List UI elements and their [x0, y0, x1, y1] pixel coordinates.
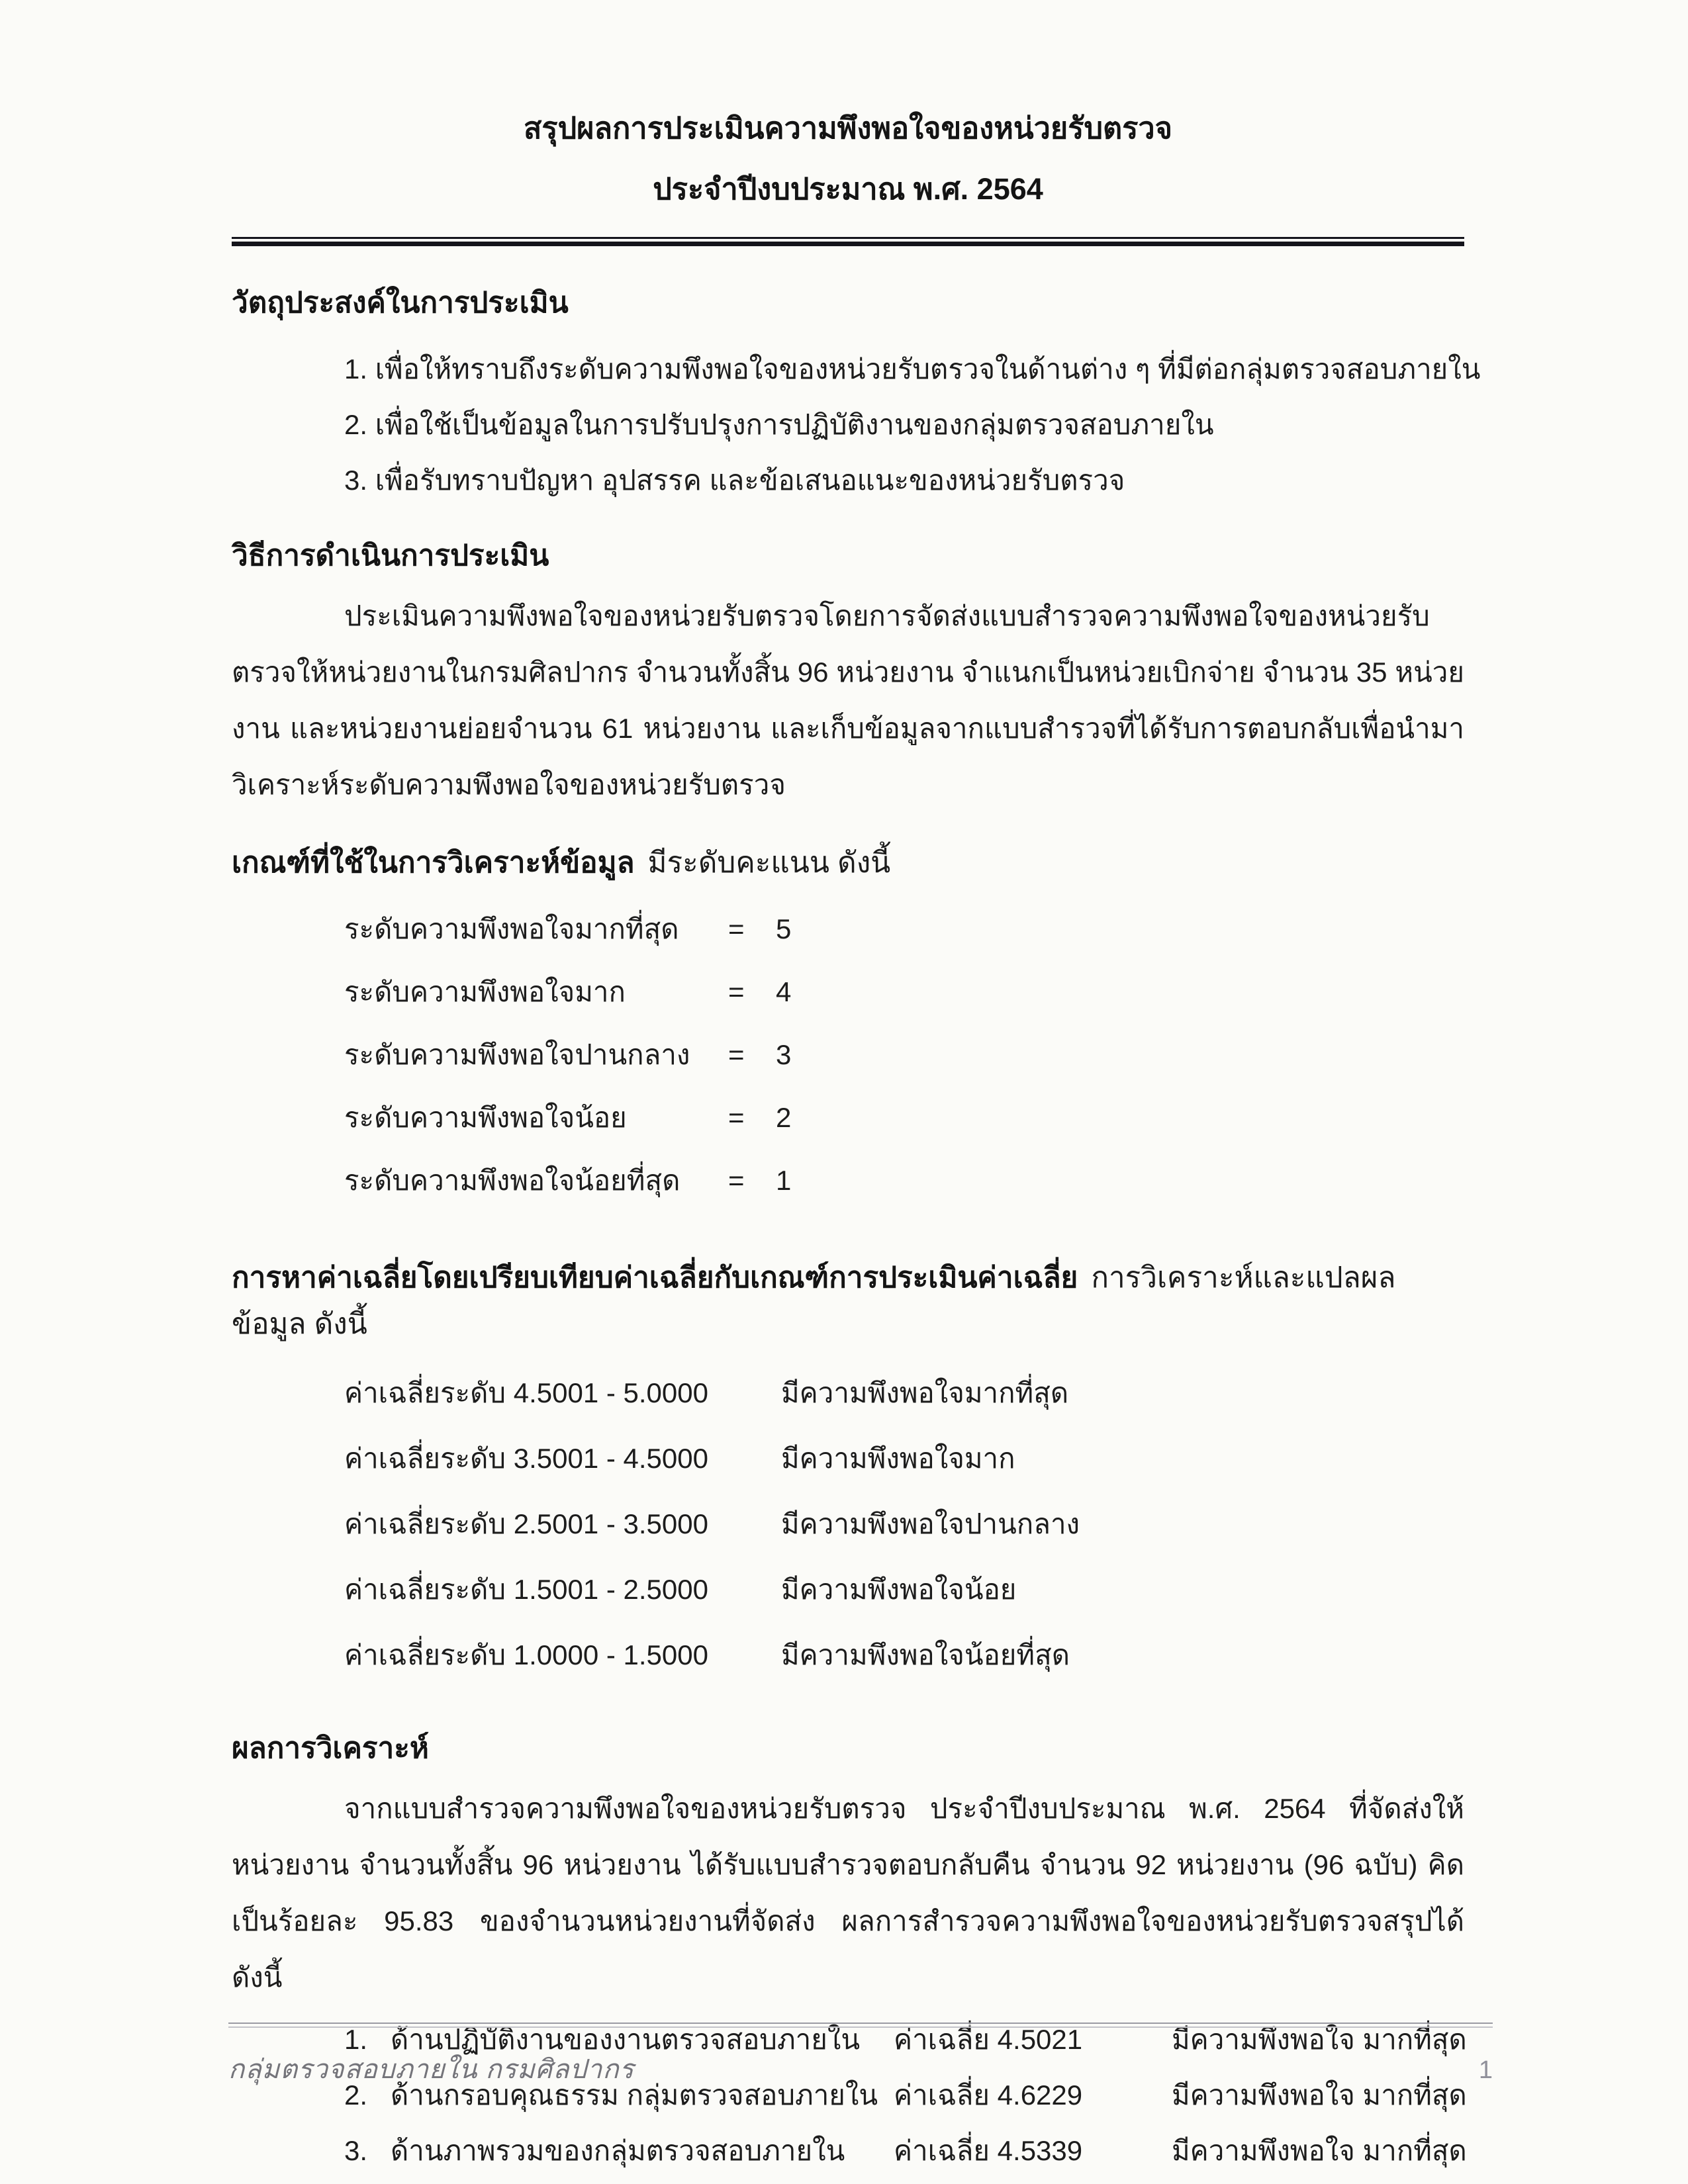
equals-sign: =	[728, 1102, 745, 1133]
document-title-line2: ประจำปีงบประมาณ พ.ศ. 2564	[653, 172, 1043, 206]
range-meaning: มีความพึงพอใจมาก	[781, 1443, 1015, 1474]
objectives-list	[232, 341, 1481, 508]
scale-row-5	[344, 897, 1464, 960]
footer-divider-rule	[228, 2023, 1493, 2028]
objectives-heading: วัตถุประสงค์ในการประเมิน	[232, 287, 569, 319]
range-row-2	[344, 1426, 1464, 1491]
interpretation-heading-bold: การหาค่าเฉลี่ยโดยเปรียบเทียบค่าเฉลี่ยกับเกณฑ์การประเมินค่าเฉลี่ย	[232, 1261, 1078, 1294]
scale-label: ระดับความพึงพอใจน้อย	[344, 1102, 627, 1133]
range-row-3	[344, 1491, 1464, 1557]
scale-label: ระดับความพึงพอใจน้อยที่สุด	[344, 1165, 680, 1196]
range-meaning: มีความพึงพอใจปานกลาง	[781, 1508, 1080, 1539]
result-topic: ด้านกรอบคุณธรรม กลุ่มตรวจสอบภายใน	[391, 2079, 878, 2111]
footer-page-number: 1	[1478, 2056, 1493, 2084]
scale-value: 2	[776, 1102, 792, 1133]
interpretation-heading-rest: การวิเคราะห์และแปลผลข้อมูล ดังนี้	[232, 1261, 1396, 1340]
equals-sign: =	[728, 1039, 745, 1070]
average-value: 4.5021	[997, 2024, 1083, 2055]
average-label: ค่าเฉลี่ย	[894, 2135, 990, 2166]
result-row-3	[344, 2123, 1467, 2179]
title-divider-rule	[232, 237, 1464, 246]
range-text: ค่าเฉลี่ยระดับ 1.5001 - 2.5000	[344, 1574, 708, 1605]
scale-label: ระดับความพึงพอใจมากที่สุด	[344, 913, 679, 944]
footer-row	[228, 2048, 1493, 2090]
document-title	[232, 98, 1464, 220]
method-paragraph: ประเมินความพึงพอใจของหน่วยรับตรวจโดยการจัดส่งแบบสำรวจความพึงพอใจของหน่วยรับตรวจให้หน่วยงานในกรมศิลปากร จำนวนทั้งสิ้น 96 หน่วยงาน จำแนกเป็นหน่วยเบิกจ่าย จำนวน 35 หน่วยงาน และหน่วยงานย่อยจำนวน 61 หน่วยงาน และเก็บข้อมูลจากแบบสำรวจที่ได้รับการตอบกลับเพื่อนำมาวิเคราะห์ระดับความพึงพอใจของหน่วยรับตรวจ	[232, 600, 1464, 800]
range-meaning: มีความพึงพอใจน้อยที่สุด	[781, 1639, 1070, 1670]
range-row-4	[344, 1557, 1464, 1622]
range-row-1	[344, 1360, 1464, 1426]
scale-row-3	[344, 1023, 1464, 1086]
results-heading: ผลการวิเคราะห์	[232, 1732, 429, 1764]
result-topic: ด้านภาพรวมของกลุ่มตรวจสอบภายใน	[391, 2135, 845, 2166]
range-text: ค่าเฉลี่ยระดับ 2.5001 - 3.5000	[344, 1508, 708, 1539]
result-meaning: มีความพึงพอใจ มากที่สุด	[1172, 2024, 1467, 2055]
range-text: ค่าเฉลี่ยระดับ 4.5001 - 5.0000	[344, 1377, 708, 1408]
objective-item-2: 2. เพื่อใช้เป็นข้อมูลในการปรับปรุงการปฏิบัติงานของกลุ่มตรวจสอบภายใน	[344, 409, 1214, 440]
scale-label: ระดับความพึงพอใจมาก	[344, 976, 626, 1007]
page-footer	[228, 2023, 1493, 2090]
result-meaning: มีความพึงพอใจ มากที่สุด	[1172, 2135, 1467, 2166]
scale-row-4	[344, 960, 1464, 1023]
interpretation-heading	[232, 1254, 1464, 1347]
document-title-line1: สรุปผลการประเมินความพึงพอใจของหน่วยรับตรวจ	[523, 111, 1173, 145]
range-text: ค่าเฉลี่ยระดับ 3.5001 - 4.5000	[344, 1443, 708, 1474]
scale-row-2	[344, 1086, 1464, 1149]
results-paragraph: จากแบบสำรวจความพึงพอใจของหน่วยรับตรวจ ประจำปีงบประมาณ พ.ศ. 2564 ที่จัดส่งให้หน่วยงาน จำนวนทั้งสิ้น 96 หน่วยงาน ได้รับแบบสำรวจตอบกลับคืน จำนวน 92 หน่วยงาน (96 ฉบับ) คิดเป็นร้อยละ 95.83 ของจำนวนหน่วยงานที่จัดส่ง ผลการสำรวจความพึงพอใจของหน่วยรับตรวจสรุปได้ ดังนี้	[232, 1793, 1464, 1993]
score-scale-list	[232, 897, 1464, 1212]
method-heading: วิธีการดำเนินการประเมิน	[232, 539, 549, 572]
result-topic: ด้านปฏิบัติงานของงานตรวจสอบภายใน	[391, 2024, 861, 2055]
scale-label: ระดับความพึงพอใจปานกลาง	[344, 1039, 690, 1070]
average-label: ค่าเฉลี่ย	[894, 2079, 990, 2111]
document-content	[232, 98, 1481, 2179]
footer-org-label: กลุ่มตรวจสอบภายใน กรมศิลปากร	[228, 2055, 635, 2084]
scale-value: 3	[776, 1039, 792, 1070]
range-meaning: มีความพึงพอใจน้อย	[781, 1574, 1017, 1605]
range-meaning: มีความพึงพอใจมากที่สุด	[781, 1377, 1069, 1408]
criteria-heading	[232, 839, 1464, 886]
criteria-heading-rest: มีระดับคะแนน ดังนี้	[647, 846, 891, 879]
average-range-list	[232, 1360, 1464, 1688]
equals-sign: =	[728, 1165, 745, 1196]
scale-value: 4	[776, 976, 792, 1007]
objective-item-3: 3. เพื่อรับทราบปัญหา อุปสรรค และข้อเสนอแนะของหน่วยรับตรวจ	[344, 465, 1125, 496]
range-text: ค่าเฉลี่ยระดับ 1.0000 - 1.5000	[344, 1639, 708, 1670]
result-meaning: มีความพึงพอใจ มากที่สุด	[1172, 2079, 1467, 2111]
result-number: 2.	[344, 2079, 368, 2111]
equals-sign: =	[728, 976, 745, 1007]
average-value: 4.5339	[997, 2135, 1083, 2166]
range-row-5	[344, 1622, 1464, 1688]
scale-value: 1	[776, 1165, 792, 1196]
result-number: 1.	[344, 2024, 368, 2055]
objective-item-1: 1. เพื่อให้ทราบถึงระดับความพึงพอใจของหน่วยรับตรวจในด้านต่าง ๆ ที่มีต่อกลุ่มตรวจสอบภายใน	[344, 353, 1481, 385]
result-number: 3.	[344, 2135, 368, 2166]
result-average	[894, 2123, 1172, 2179]
criteria-heading-bold: เกณฑ์ที่ใช้ในการวิเคราะห์ข้อมูล	[232, 846, 635, 879]
scale-value: 5	[776, 913, 792, 944]
average-label: ค่าเฉลี่ย	[894, 2024, 990, 2055]
equals-sign: =	[728, 913, 745, 944]
scale-row-1	[344, 1149, 1464, 1212]
average-value: 4.6229	[997, 2079, 1083, 2111]
